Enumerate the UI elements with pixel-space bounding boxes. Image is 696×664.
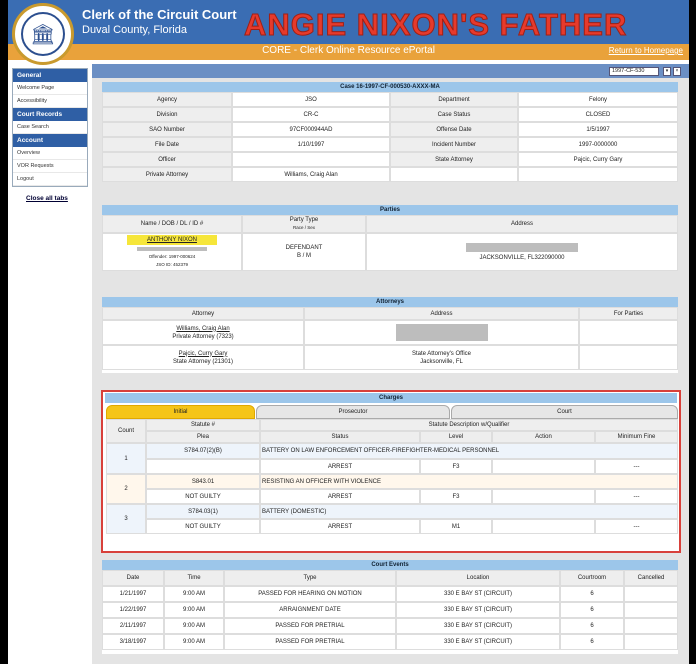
case-label: Officer xyxy=(102,152,232,167)
court-name: Clerk of the Circuit Court xyxy=(82,7,237,22)
charge-row xyxy=(106,474,678,504)
charge-fine: --- xyxy=(595,519,678,534)
event-time: 9:00 AM xyxy=(164,602,224,618)
party-type: DEFENDANT xyxy=(285,245,323,251)
sidebar xyxy=(12,68,88,202)
case-value: JSO xyxy=(232,92,390,107)
case-label: Offense Date xyxy=(390,122,518,137)
events-header: Courtroom xyxy=(560,570,624,586)
sidebar-item-case-search[interactable]: Case Search xyxy=(13,121,87,134)
case-empty xyxy=(518,167,678,182)
attorney-address-cell xyxy=(304,320,579,345)
portal-bar xyxy=(8,44,689,60)
case-title: Case 16-1997-CF-000530-AXXX-MA xyxy=(102,82,678,92)
charges-table xyxy=(106,419,678,534)
sidebar-general xyxy=(12,68,88,187)
attorney-name-link[interactable]: Pajcic, Curry Gary xyxy=(178,350,228,357)
event-courtroom: 6 xyxy=(560,602,624,618)
events-title: Court Events xyxy=(102,560,678,570)
status-header: Status xyxy=(260,431,420,443)
case-value: CLOSED xyxy=(518,107,678,122)
level-header: Level xyxy=(420,431,492,443)
event-date: 1/22/1997 xyxy=(102,602,164,618)
case-label: Agency xyxy=(102,92,232,107)
event-time: 9:00 AM xyxy=(164,586,224,602)
party-type-label: Party Type xyxy=(289,217,319,223)
fine-header: Minimum Fine xyxy=(595,431,678,443)
case-value: Felony xyxy=(518,92,678,107)
case-label: Case Status xyxy=(390,107,518,122)
charge-action xyxy=(492,519,595,534)
for-parties-cell xyxy=(579,320,678,345)
parties-panel xyxy=(102,205,678,271)
case-label: Incident Number xyxy=(390,137,518,152)
party-race-sex: B / M xyxy=(296,253,311,259)
case-value: Pajcic, Curry Gary xyxy=(518,152,678,167)
case-label: File Date xyxy=(102,137,232,152)
case-select[interactable]: 1997-CF-530 xyxy=(609,67,659,76)
charge-description: BATTERY (DOMESTIC) xyxy=(260,504,678,519)
for-parties-cell xyxy=(579,345,678,370)
charge-row xyxy=(106,443,678,474)
close-all-tabs-link[interactable]: Close all tabs xyxy=(26,195,68,202)
charge-action xyxy=(492,489,595,504)
sidebar-item-overview[interactable]: Overview xyxy=(13,147,87,160)
attorney-address-cell xyxy=(304,345,579,370)
charges-tabs xyxy=(106,405,678,419)
case-empty xyxy=(390,167,518,182)
event-cancelled xyxy=(624,602,678,618)
sidebar-heading: General xyxy=(13,69,87,82)
description-header: Statute Description w/Qualifier xyxy=(260,419,678,431)
case-label: Private Attorney xyxy=(102,167,232,182)
attorney-name-link[interactable]: Williams, Craig Alan xyxy=(176,325,230,332)
case-info-grid xyxy=(102,92,678,182)
event-courtroom: 6 xyxy=(560,586,624,602)
attorney-role: Private Attorney (7323) xyxy=(172,333,234,340)
charge-count: 1 xyxy=(106,443,146,474)
attorney-cell xyxy=(102,320,304,345)
parties-header-type xyxy=(242,215,366,233)
charge-fine: --- xyxy=(595,459,678,474)
event-type: PASSED FOR PRETRIAL xyxy=(224,618,396,634)
sidebar-item-vor-requests[interactable]: VOR Requests xyxy=(13,160,87,173)
events-header: Cancelled xyxy=(624,570,678,586)
event-type: PASSED FOR HEARING ON MOTION xyxy=(224,586,396,602)
party-name-link[interactable]: ANTHONY NIXON xyxy=(127,235,217,245)
charge-count: 3 xyxy=(106,504,146,534)
event-time: 9:00 AM xyxy=(164,634,224,650)
attorneys-panel xyxy=(102,297,678,373)
event-type: ARRAIGNMENT DATE xyxy=(224,602,396,618)
address-header: Address xyxy=(304,307,579,320)
redacted-block xyxy=(466,243,578,252)
court-events-panel xyxy=(102,560,678,654)
event-location: 330 E BAY ST (CIRCUIT) xyxy=(396,634,560,650)
events-header: Location xyxy=(396,570,560,586)
party-name-cell xyxy=(102,233,242,271)
charge-description: BATTERY ON LAW ENFORCEMENT OFFICER-FIREFIGHTER-MEDICAL PERSONNEL xyxy=(260,443,678,459)
event-date: 2/11/1997 xyxy=(102,618,164,634)
event-location: 330 E BAY ST (CIRCUIT) xyxy=(396,618,560,634)
main-content xyxy=(92,64,689,664)
case-label: Department xyxy=(390,92,518,107)
redacted-block xyxy=(137,247,207,251)
attorneys-title: Attorneys xyxy=(102,297,678,307)
close-icon[interactable]: × xyxy=(673,67,681,76)
event-cancelled xyxy=(624,634,678,650)
events-header: Date xyxy=(102,570,164,586)
charge-statute: S784.03(1) xyxy=(146,504,260,519)
case-value: 1/5/1997 xyxy=(518,122,678,137)
count-header: Count xyxy=(106,419,146,443)
attorney-address-line: Jacksonville, FL xyxy=(420,358,463,365)
event-time: 9:00 AM xyxy=(164,618,224,634)
case-value: 1997-0000000 xyxy=(518,137,678,152)
for-parties-header: For Parties xyxy=(579,307,678,320)
charge-plea: NOT GUILTY xyxy=(146,519,260,534)
case-value: 1/10/1997 xyxy=(232,137,390,152)
case-value: CR-C xyxy=(232,107,390,122)
charge-row xyxy=(106,504,678,534)
party-address-cell xyxy=(366,233,678,271)
tab-court[interactable]: Court xyxy=(451,405,678,419)
action-header: Action xyxy=(492,431,595,443)
attorney-address-line: State Attorney's Office xyxy=(411,350,472,357)
event-type: PASSED FOR PRETRIAL xyxy=(224,634,396,650)
charge-description: RESISTING AN OFFICER WITH VIOLENCE xyxy=(260,474,678,489)
charge-action xyxy=(492,459,595,474)
portal-title: CORE - Clerk Online Resource ePortal xyxy=(262,45,435,56)
party-type-cell xyxy=(242,233,366,271)
case-value xyxy=(232,152,390,167)
event-date: 1/21/1997 xyxy=(102,586,164,602)
courthouse-icon: 🏛 xyxy=(21,12,65,56)
case-label: State Attorney xyxy=(390,152,518,167)
race-sex-label: Race / Sex xyxy=(292,225,315,230)
parties-header-address: Address xyxy=(366,215,678,233)
charges-header xyxy=(106,419,678,443)
sidebar-item-logout[interactable]: Logout xyxy=(13,173,87,186)
charges-panel xyxy=(101,390,681,553)
charge-level: F3 xyxy=(420,489,492,504)
overlay-banner: ANGIE NIXON'S FATHER xyxy=(244,7,628,42)
redacted-block xyxy=(396,324,488,341)
site-header xyxy=(8,0,689,44)
portal-page xyxy=(8,0,689,664)
event-courtroom: 6 xyxy=(560,634,624,650)
attorneys-grid xyxy=(102,307,678,370)
sidebar-item-welcome[interactable]: Welcome Page xyxy=(13,82,87,95)
sidebar-heading: Account xyxy=(13,134,87,147)
case-info-panel xyxy=(102,82,678,182)
charge-status: ARREST xyxy=(260,519,420,534)
events-header: Type xyxy=(224,570,396,586)
event-courtroom: 6 xyxy=(560,618,624,634)
attorney-role: State Attorney (21301) xyxy=(172,358,234,365)
party-city: JACKSONVILLE, FL322090000 xyxy=(479,254,565,261)
county-name: Duval County, Florida xyxy=(82,24,187,36)
charge-level: F3 xyxy=(420,459,492,474)
charges-title: Charges xyxy=(105,393,677,403)
plea-header: Plea xyxy=(146,431,260,443)
charge-statute: S784.07(2)(B) xyxy=(146,443,260,459)
chevron-down-icon[interactable]: ▾ xyxy=(663,67,671,76)
tab-initial[interactable]: Initial xyxy=(106,405,255,419)
jso-id: JSO ID: 452379 xyxy=(155,262,189,267)
parties-header-name: Name / DOB / DL / ID # xyxy=(102,215,242,233)
tab-prosecutor[interactable]: Prosecutor xyxy=(256,405,450,419)
parties-title: Parties xyxy=(102,205,678,215)
event-cancelled xyxy=(624,586,678,602)
case-value: 97CF000944AD xyxy=(232,122,390,137)
charge-plea: NOT GUILTY xyxy=(146,489,260,504)
case-label: Division xyxy=(102,107,232,122)
events-header: Time xyxy=(164,570,224,586)
court-seal-logo[interactable] xyxy=(12,3,74,65)
content-toolbar xyxy=(92,64,689,78)
attorney-header: Attorney xyxy=(102,307,304,320)
charge-level: M1 xyxy=(420,519,492,534)
charge-plea xyxy=(146,459,260,474)
event-location: 330 E BAY ST (CIRCUIT) xyxy=(396,586,560,602)
event-date: 3/18/1997 xyxy=(102,634,164,650)
event-location: 330 E BAY ST (CIRCUIT) xyxy=(396,602,560,618)
sidebar-item-accessibility[interactable]: Accessibility xyxy=(13,95,87,108)
case-label: SAO Number xyxy=(102,122,232,137)
parties-grid xyxy=(102,215,678,271)
charge-status: ARREST xyxy=(260,459,420,474)
charge-fine: --- xyxy=(595,489,678,504)
return-home-link[interactable]: Return to Homepage xyxy=(608,46,683,55)
case-value: Williams, Craig Alan xyxy=(232,167,390,182)
offender-number: Offender: 1997-000624 xyxy=(148,254,196,259)
event-cancelled xyxy=(624,618,678,634)
sidebar-heading: Court Records xyxy=(13,108,87,121)
statute-header: Statute # xyxy=(146,419,260,431)
charge-count: 2 xyxy=(106,474,146,504)
attorney-cell xyxy=(102,345,304,370)
charge-statute: S843.01 xyxy=(146,474,260,489)
events-table xyxy=(102,570,678,650)
charge-status: ARREST xyxy=(260,489,420,504)
